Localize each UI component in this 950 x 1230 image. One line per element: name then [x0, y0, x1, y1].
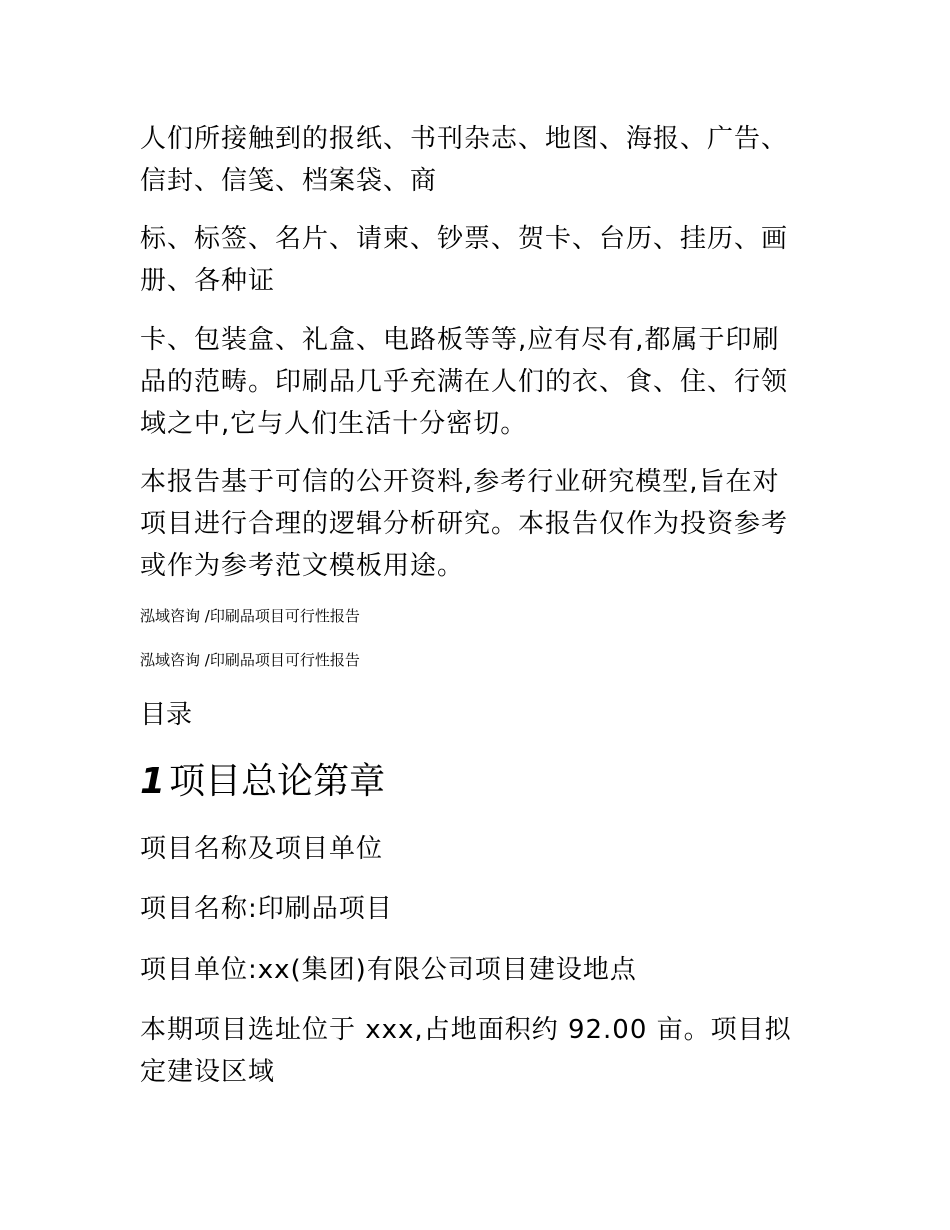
- text-line: 项目名称:印刷品项目: [140, 894, 393, 924]
- chapter-title: 项目总论第章: [169, 761, 386, 802]
- text-line: 本期项目选址位于 xxx,占地面积约 92.00 亩。项目拟: [140, 1015, 792, 1045]
- project-name-line: [140, 888, 820, 930]
- chapter-heading: [140, 758, 385, 806]
- text-line: 域之中,它与人们生活十分密切。: [140, 409, 528, 439]
- toc-title: 目录: [140, 700, 193, 730]
- text-line: 信封、信笺、档案袋、商: [140, 166, 438, 196]
- intro-paragraph-4: [140, 461, 820, 587]
- text-line: 项目进行合理的逻辑分析研究。本报告仅作为投资参考: [140, 509, 789, 539]
- location-paragraph: [140, 1009, 820, 1093]
- intro-paragraph-2: [140, 218, 820, 302]
- text-line: 或作为参考范文模板用途。: [140, 551, 465, 581]
- section-title: [140, 828, 820, 870]
- intro-paragraph-1: [140, 118, 820, 202]
- text-line: 本报告基于可信的公开资料,参考行业研究模型,旨在对: [140, 467, 780, 497]
- running-header: 泓域咨询 /印刷品项目可行性报告: [140, 651, 360, 669]
- text-line: 卡、包装盒、礼盒、电路板等等,应有尽有,都属于印刷: [140, 325, 780, 355]
- intro-paragraph-3: [140, 319, 820, 445]
- text-line: 册、各种证: [140, 266, 276, 296]
- text-line: 品的范畴。印刷品几乎充满在人们的衣、食、住、行领: [140, 367, 789, 397]
- text-line: 人们所接触到的报纸、书刊杂志、地图、海报、广告、: [140, 124, 789, 154]
- running-header: 泓域咨询 /印刷品项目可行性报告: [140, 607, 360, 625]
- chapter-number: 1: [140, 761, 166, 802]
- text-line: 标、标签、名片、请柬、钞票、贺卡、台历、挂历、画: [140, 224, 789, 254]
- text-line: 项目名称及项目单位: [140, 834, 384, 864]
- text-line: 项目单位:xx(集团)有限公司项目建设地点: [140, 955, 637, 985]
- project-unit-line: [140, 949, 820, 991]
- text-line: 定建设区域: [140, 1057, 276, 1087]
